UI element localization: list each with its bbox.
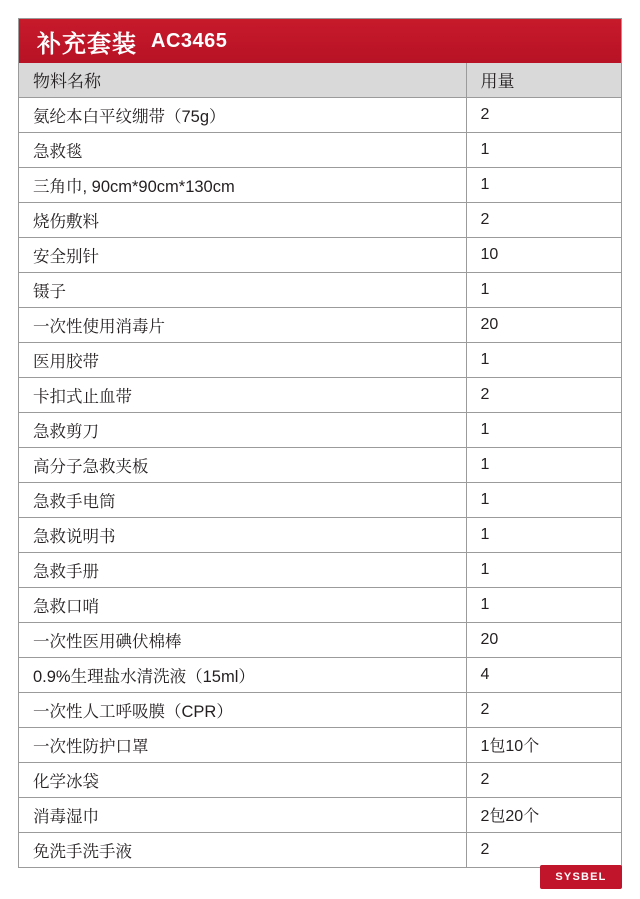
cell-quantity: 1包10个 [466, 727, 621, 762]
cell-material-name: 化学冰袋 [19, 762, 466, 797]
materials-table [19, 63, 621, 868]
table-row [19, 832, 621, 867]
cell-material-name: 免洗手洗手液 [19, 832, 466, 867]
cell-material-name: 镊子 [19, 272, 466, 307]
kit-title: 补充套装 [37, 30, 137, 58]
cell-quantity: 2 [466, 97, 621, 132]
cell-quantity: 1 [466, 272, 621, 307]
table-row [19, 447, 621, 482]
table-row [19, 587, 621, 622]
table-row [19, 412, 621, 447]
table-row [19, 517, 621, 552]
table-row [19, 762, 621, 797]
cell-quantity: 20 [466, 622, 621, 657]
table-row [19, 692, 621, 727]
cell-material-name: 急救说明书 [19, 517, 466, 552]
table-row [19, 727, 621, 762]
cell-material-name: 消毒湿巾 [19, 797, 466, 832]
cell-quantity: 2 [466, 832, 621, 867]
cell-material-name: 安全别针 [19, 237, 466, 272]
table-row [19, 132, 621, 167]
cell-quantity: 2包20个 [466, 797, 621, 832]
table-row [19, 342, 621, 377]
cell-material-name: 急救口哨 [19, 587, 466, 622]
table-row [19, 307, 621, 342]
cell-material-name: 急救剪刀 [19, 412, 466, 447]
column-header-qty: 用量 [466, 63, 621, 97]
cell-material-name: 烧伤敷料 [19, 202, 466, 237]
cell-material-name: 高分子急救夹板 [19, 447, 466, 482]
table-body [19, 97, 621, 867]
cell-quantity: 10 [466, 237, 621, 272]
kit-contents-table [18, 18, 622, 868]
table-row [19, 657, 621, 692]
table-row [19, 482, 621, 517]
cell-quantity: 1 [466, 482, 621, 517]
cell-quantity: 1 [466, 342, 621, 377]
kit-title-bar [19, 19, 621, 63]
cell-quantity: 1 [466, 517, 621, 552]
cell-quantity: 1 [466, 552, 621, 587]
kit-code: AC3465 [151, 29, 228, 52]
table-row [19, 167, 621, 202]
column-header-name: 物料名称 [19, 63, 466, 97]
sysbel-logo [540, 865, 622, 889]
cell-quantity: 1 [466, 412, 621, 447]
cell-quantity: 20 [466, 307, 621, 342]
cell-material-name: 一次性使用消毒片 [19, 307, 466, 342]
cell-quantity: 1 [466, 132, 621, 167]
table-row [19, 272, 621, 307]
cell-quantity: 2 [466, 692, 621, 727]
cell-material-name: 一次性人工呼吸膜（CPR） [19, 692, 466, 727]
cell-quantity: 1 [466, 587, 621, 622]
table-row [19, 797, 621, 832]
cell-material-name: 卡扣式止血带 [19, 377, 466, 412]
cell-quantity: 4 [466, 657, 621, 692]
cell-quantity: 2 [466, 202, 621, 237]
cell-material-name: 一次性医用碘伏棉棒 [19, 622, 466, 657]
cell-quantity: 2 [466, 377, 621, 412]
table-row [19, 552, 621, 587]
cell-material-name: 急救手册 [19, 552, 466, 587]
cell-material-name: 急救毯 [19, 132, 466, 167]
table-row [19, 237, 621, 272]
table-row [19, 377, 621, 412]
cell-quantity: 1 [466, 167, 621, 202]
cell-material-name: 氨纶本白平纹绷带（75g） [19, 97, 466, 132]
table-row [19, 622, 621, 657]
cell-material-name: 医用胶带 [19, 342, 466, 377]
table-head [19, 63, 621, 97]
cell-material-name: 三角巾, 90cm*90cm*130cm [19, 167, 466, 202]
cell-material-name: 急救手电筒 [19, 482, 466, 517]
sysbel-logo-text: SYSBEL [555, 871, 607, 883]
table-header-row [19, 63, 621, 97]
cell-quantity: 1 [466, 447, 621, 482]
cell-quantity: 2 [466, 762, 621, 797]
cell-material-name: 0.9%生理盐水清洗液（15ml） [19, 657, 466, 692]
cell-material-name: 一次性防护口罩 [19, 727, 466, 762]
table-row [19, 202, 621, 237]
table-row [19, 97, 621, 132]
